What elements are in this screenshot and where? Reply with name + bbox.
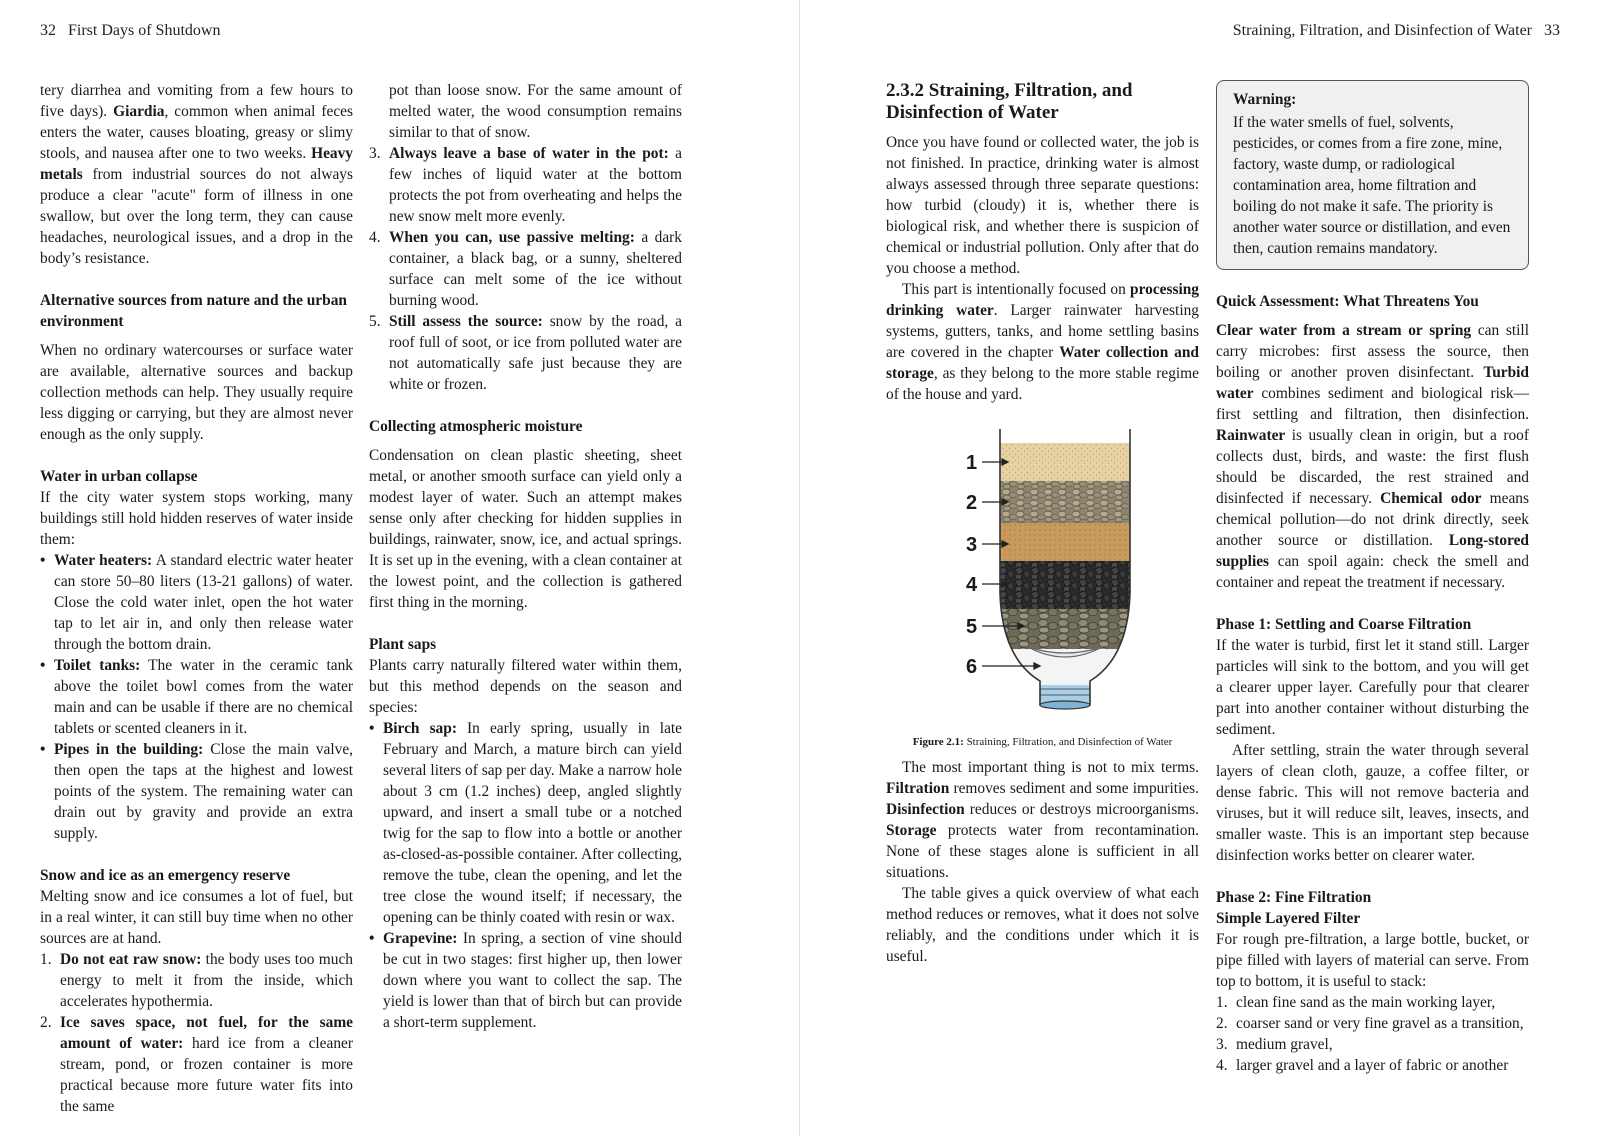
running-head-left — [40, 22, 220, 40]
figure-label-1: 1 — [965, 452, 977, 474]
section-title: 2.3.2 Straining, Filtration, and Disinfection of Water — [886, 80, 1133, 123]
list-item: 1. clean fine sand as the main working layer, — [1216, 994, 1496, 1011]
left-column-2 — [369, 80, 682, 1033]
subheading-snow-ice: Snow and ice as an emergency reserve — [40, 867, 291, 884]
filter-figure — [886, 423, 1199, 749]
page-number: 32 — [40, 22, 56, 39]
paragraph: Clear water from a stream or spring can still carry microbes: first assess the source, then boiling or another proven disinfectant. Turbid water combines sediment and biological risk—first settling and filtration, then disinfection. Rainwater is usually clean in origin, but a roof collects dust, birds, and waste: the first flush should be discarded, the rest strained and disinfected if necessary. Chemical odor means chemical pollution—do not drink directly, seek another source or distillation. Long-stored supplies can spoil again: check the smell and container and repeat the treatment if necessary. — [1216, 322, 1529, 591]
list-item: 5. Still assess the source: snow by the road, a roof full of soot, or ice from polluted water are not automatically safe just because they are white or frozen. — [369, 313, 683, 393]
paragraph: For rough pre-filtration, a large bottle, bucket, or pipe filled with layers of material can serve. From top to bottom, it is useful to stack: — [1216, 931, 1529, 990]
snow-list-a — [40, 949, 353, 1117]
subheading-urban-collapse: Water in urban collapse — [40, 468, 198, 485]
list-item: 2. coarser sand or very fine gravel as a transition, — [1216, 1015, 1524, 1032]
paragraph: When no ordinary watercourses or surface water are available, alternative sources and backup collection methods can help. They usually require less digging or carrying, but they are almost never enough as the only supply. — [40, 342, 353, 443]
figure-label-2: 2 — [965, 492, 977, 514]
subheading-simple-filter: Simple Layered Filter — [1216, 910, 1361, 927]
figure-label-6: 6 — [965, 656, 977, 678]
running-head-title: Straining, Filtration, and Disinfection of Water — [1232, 22, 1532, 39]
list-item: • Water heaters: A standard electric water heater can store 50–80 liters (13-21 gallons) of water. Close the cold water inlet, open the hot water tap to let air in, and only then release water through the bottom drain. — [40, 550, 353, 655]
paragraph: pot than loose snow. For the same amount of melted water, the wood consumption remains similar to that of snow. — [389, 82, 682, 141]
subheading-plant-saps: Plant saps — [369, 636, 437, 653]
running-head-title: First Days of Shutdown — [68, 22, 221, 39]
figure-caption: Figure 2.1: Straining, Filtration, and Disinfection of Water — [912, 736, 1173, 748]
right-column-2 — [1216, 80, 1529, 1076]
list-item: • Toilet tanks: The water in the ceramic tank above the toilet bowl comes from the water main and can be usable if there are no chemical tablets or scented cleaners in it. — [40, 655, 353, 739]
figure-label-4: 4 — [965, 574, 977, 596]
warning-box — [1216, 80, 1529, 270]
left-column-1 — [40, 80, 353, 1117]
paragraph: tery diarrhea and vomiting from a few hours to five days). Giardia, common when animal feces enters the water, causes bloating, greasy or slimy stools, and nausea after one to two weeks. Heavy metals from industrial sources do not always produce a clear "acute" form of illness in one swallow, but over the long term, they can cause headaches, neurological issues, and a drop in the body’s resistance. — [40, 82, 353, 267]
list-item: 1. Do not eat raw snow: the body uses too much energy to melt it from the inside, which accelerates hypothermia. — [40, 951, 354, 1010]
right-column-1 — [886, 80, 1199, 967]
list-item: • Pipes in the building: Close the main valve, then open the taps at the highest and lowest points of the system. The remaining water can drain out by gravity and provide an extra supply. — [40, 739, 353, 844]
paragraph: If the water is turbid, first let it stand still. Larger particles will sink to the bottom, and you will get a clearer upper layer. Carefully pour that clearer part into another container without disturbing the sediment. — [1216, 637, 1529, 738]
list-item: 3. medium gravel, — [1216, 1036, 1333, 1053]
list-item: • Birch sap: In early spring, usually in late February and March, a mature birch can yield several liters of sap per day. Make a narrow hole about 3 cm (1.2 inches) deep, angled slightly upward, and insert a small tube or a notched twig for the sap to flow into a bottle or another as-closed-as-possible container. After collecting, remove the tube, clean the opening, and let the tree close the wound itself; if necessary, the opening can be thinly coated with resin or wax. — [369, 718, 682, 928]
paragraph: The table gives a quick overview of what each method reduces or removes, what it does not solve reliably, and the conditions under which it is useful. — [886, 885, 1199, 965]
paragraph: After settling, strain the water through several layers of clean cloth, gauze, a coffee filter, or dense fabric. This will not remove bacteria and viruses, but it will reduce silt, leaves, insects, and smaller waste. This is an important step because disinfection works better on clearer water. — [1216, 742, 1529, 864]
running-head-right — [1233, 22, 1560, 40]
warning-text: If the water smells of fuel, solvents, pesticides, or comes from a fire zone, mine, factory, waste dump, or radiological contamination area, home filtration and boiling do not make it safe. The priority is another water source or distillation, and even then, caution remains mandatory. — [1233, 114, 1511, 257]
list-item: • Grapevine: In spring, a section of vine should be cut in two stages: first higher up, then lower down where you want to collect the sap. The yield is lower than that of birch but can provide a short-term supplement. — [369, 928, 682, 1033]
stack-list — [1216, 992, 1529, 1076]
list-item: 2. Ice saves space, not fuel, for the same amount of water: hard ice from a cleaner stream, pond, or frozen container is more practical because more future water fits into the same — [40, 1014, 353, 1115]
paragraph: Once you have found or collected water, the job is not finished. In practice, drinking water is almost always assessed through three separate questions: how turbid (cloudy) it is, whether there is biological risk, and whether there is suspicion of chemical or industrial pollution. Only after that do you choose a method. — [886, 134, 1199, 277]
layered-filter-illustration — [918, 423, 1168, 723]
page-number: 33 — [1544, 22, 1560, 39]
plant-list — [369, 718, 682, 1033]
figure-label-3: 3 — [965, 534, 977, 556]
warning-title: Warning: — [1233, 91, 1297, 108]
figure-label-5: 5 — [965, 616, 977, 638]
list-item: 4. When you can, use passive melting: a dark container, a black bag, or a sunny, sheltered surface can melt some of the ice without burning wood. — [369, 229, 682, 309]
paragraph: Melting snow and ice consumes a lot of fuel, but in a real winter, it can still buy time when no other sources are at hand. — [40, 888, 353, 947]
subheading-atmospheric-moisture: Collecting atmospheric moisture — [369, 418, 583, 435]
paragraph: Condensation on clean plastic sheeting, sheet metal, or another smooth surface can yield only a modest layer of water. Such an attempt makes sense only after checking for hidden supplies in buildings, rainwater, snow, ice, and actual springs. It is set up in the evening, with a clean container at the lowest point, and the collection is gathered first thing in the morning. — [369, 447, 682, 611]
paragraph: Plants carry naturally filtered water within them, but this method depends on the season and species: — [369, 657, 682, 716]
right-page — [800, 0, 1600, 1136]
snow-list-b — [369, 143, 682, 395]
subheading-quick-assessment: Quick Assessment: What Threatens You — [1216, 293, 1479, 310]
subheading-alternative-sources: Alternative sources from nature and the urban environment — [40, 292, 347, 330]
paragraph: The most important thing is not to mix terms. Filtration removes sediment and some impurities. Disinfection reduces or destroys microorganisms. Storage protects water from recontamination. None of these stages alone is sufficient in all situations. — [886, 759, 1199, 881]
subheading-phase-1: Phase 1: Settling and Coarse Filtration — [1216, 616, 1472, 633]
list-item: 3. Always leave a base of water in the pot: a few inches of liquid water at the bottom protects the pot from overheating and helps the new snow melt more evenly. — [369, 145, 682, 225]
list-item: 4. larger gravel and a layer of fabric or another — [1216, 1057, 1509, 1074]
paragraph: If the city water system stops working, many buildings still hold hidden reserves of water inside them: — [40, 489, 353, 548]
urban-list — [40, 550, 353, 844]
paragraph: This part is intentionally focused on processing drinking water. Larger rainwater harvesting systems, gutters, tanks, and home settling basins are covered in the chapter Water collection and storage, as they belong to the more stable regime of the house and yard. — [886, 281, 1199, 403]
subheading-phase-2: Phase 2: Fine Filtration — [1216, 889, 1372, 906]
